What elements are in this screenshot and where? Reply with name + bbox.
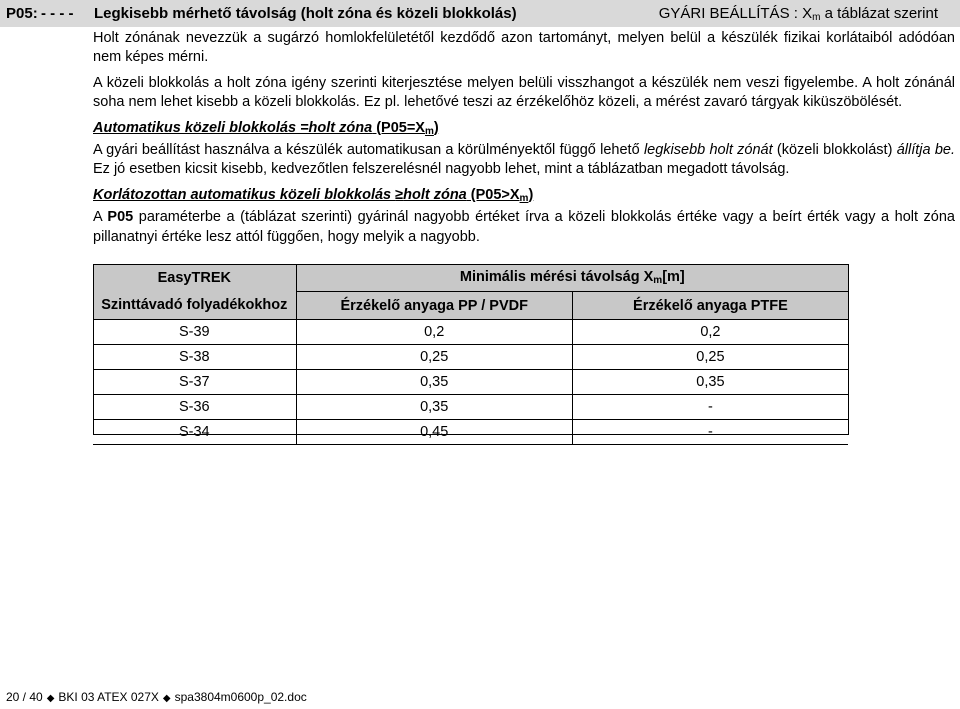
heading-auto-close: ) <box>433 119 439 136</box>
factory-setting-prefix: GYÁRI BEÁLLÍTÁS : X <box>658 5 813 22</box>
cell-pp: 0,35 <box>296 370 572 395</box>
p4-text-a: A <box>93 209 108 226</box>
table-row <box>93 420 848 445</box>
cell-ptfe: - <box>572 420 848 445</box>
col2-header: Érzékelő anyaga PP / PVDF <box>296 292 572 320</box>
table-row <box>93 345 848 370</box>
page-header <box>0 0 960 27</box>
table-header-row-1 <box>93 264 848 292</box>
section-title: Legkisebb mérhető távolság (holt zóna és közeli blokkolás) <box>94 5 517 22</box>
paragraph-auto-blocking <box>93 141 955 180</box>
paragraph-limited-blocking <box>93 208 955 247</box>
parameter-dashes: - - - - <box>41 5 74 22</box>
min-distance-table <box>93 264 848 445</box>
cell-model: S-36 <box>93 395 296 420</box>
heading-auto-sub: m <box>424 125 434 137</box>
cell-ptfe: 0,25 <box>572 345 848 370</box>
cell-pp: 0,35 <box>296 395 572 420</box>
cell-model: S-37 <box>93 370 296 395</box>
cell-pp: 0,2 <box>296 320 572 345</box>
heading-limited-close: ) <box>528 186 534 203</box>
cell-ptfe: 0,35 <box>572 370 848 395</box>
heading-limited-italic: Korlátozottan automatikus közeli blokkolás <box>93 186 396 203</box>
span-header-prefix: Minimális mérési távolság X <box>459 269 654 285</box>
span-header-suffix: [m] <box>662 269 685 285</box>
table-row <box>93 320 848 345</box>
factory-setting-sub: m <box>812 12 821 23</box>
cell-model: S-39 <box>93 320 296 345</box>
cell-model: S-38 <box>93 345 296 370</box>
table-row <box>93 395 848 420</box>
factory-setting-suffix: a táblázat szerint <box>820 5 938 22</box>
cell-ptfe: 0,2 <box>572 320 848 345</box>
page-number: 20 / 40 <box>6 690 43 704</box>
col1-header-line1: EasyTREK <box>93 264 296 292</box>
paragraph-near-blocking: A közeli blokkolás a holt zóna igény szerinti kiterjesztése melyen belüli visszhangot a készülék nem veszi figyelembe. A holt zónánál soha nem lehet kisebb a közeli blokkolás. Ez pl. lehetővé teszi az érzékelőhöz közeli, a mérést zavaró tárgyak kiküszöbölését. <box>93 74 955 111</box>
doc-reference: BKI 03 ATEX 027X <box>58 690 159 704</box>
heading-auto-paren: (P05=X <box>372 119 425 136</box>
p3-text-b: (közeli blokkolást) <box>772 142 897 159</box>
p4-text-c: paraméterbe a (táblázat szerinti) gyárinál nagyobb értéket írva a közeli blokkolás értéke vagy a beírt érték vagy a holt zóna pillanatnyi értéke lesz attól függően, hogy melyik a nagyobb. <box>93 209 955 245</box>
cell-pp: 0,25 <box>296 345 572 370</box>
file-name: spa3804m0600p_02.doc <box>174 690 307 704</box>
heading-auto-blocking <box>93 119 955 141</box>
p3-italic-2: állítja be. <box>896 142 955 159</box>
parameter-code: P05: <box>6 5 38 22</box>
p3-text-c: Ez jó esetben kicsit kisebb, kedvezőtlen felszerelésnél nagyobb lehet, mint a táblázatban megadott távolság. <box>93 161 790 178</box>
col1-header-line2: Szinttávadó folyadékokhoz <box>93 292 296 320</box>
p3-text-a: A gyári beállítást használva a készülék automatikusan a körülményektől függő lehető <box>93 142 644 159</box>
heading-limited-italic2: holt zóna <box>403 186 467 203</box>
heading-limited-paren: (P05>X <box>466 186 520 203</box>
document-body <box>93 29 955 253</box>
heading-limited-sub: m <box>519 192 529 204</box>
heading-limited-blocking <box>93 186 955 208</box>
cell-ptfe: - <box>572 395 848 420</box>
factory-setting <box>659 0 938 31</box>
span-header <box>296 264 848 292</box>
heading-auto-italic: Automatikus közeli blokkolás =holt zóna <box>93 119 373 136</box>
diamond-icon: ◆ <box>46 693 55 704</box>
page-footer <box>6 690 307 704</box>
table-header-row-2 <box>93 292 848 320</box>
heading-limited-ge: ≥ <box>395 186 404 203</box>
paragraph-dead-zone: Holt zónának nevezzük a sugárzó homlokfelületétől kezdődő azon tartományt, melyen belül a készülék fizikai korlátaiból adódóan nem képes mérni. <box>93 30 955 66</box>
table-row <box>93 370 848 395</box>
p3-italic-1: legkisebb holt zónát <box>643 142 773 159</box>
cell-pp: 0,45 <box>296 420 572 445</box>
cell-model: S-34 <box>93 420 296 445</box>
diamond-icon: ◆ <box>162 693 171 704</box>
p4-param: P05 <box>107 209 134 226</box>
col3-header: Érzékelő anyaga PTFE <box>572 292 848 320</box>
span-header-sub: m <box>653 275 663 286</box>
